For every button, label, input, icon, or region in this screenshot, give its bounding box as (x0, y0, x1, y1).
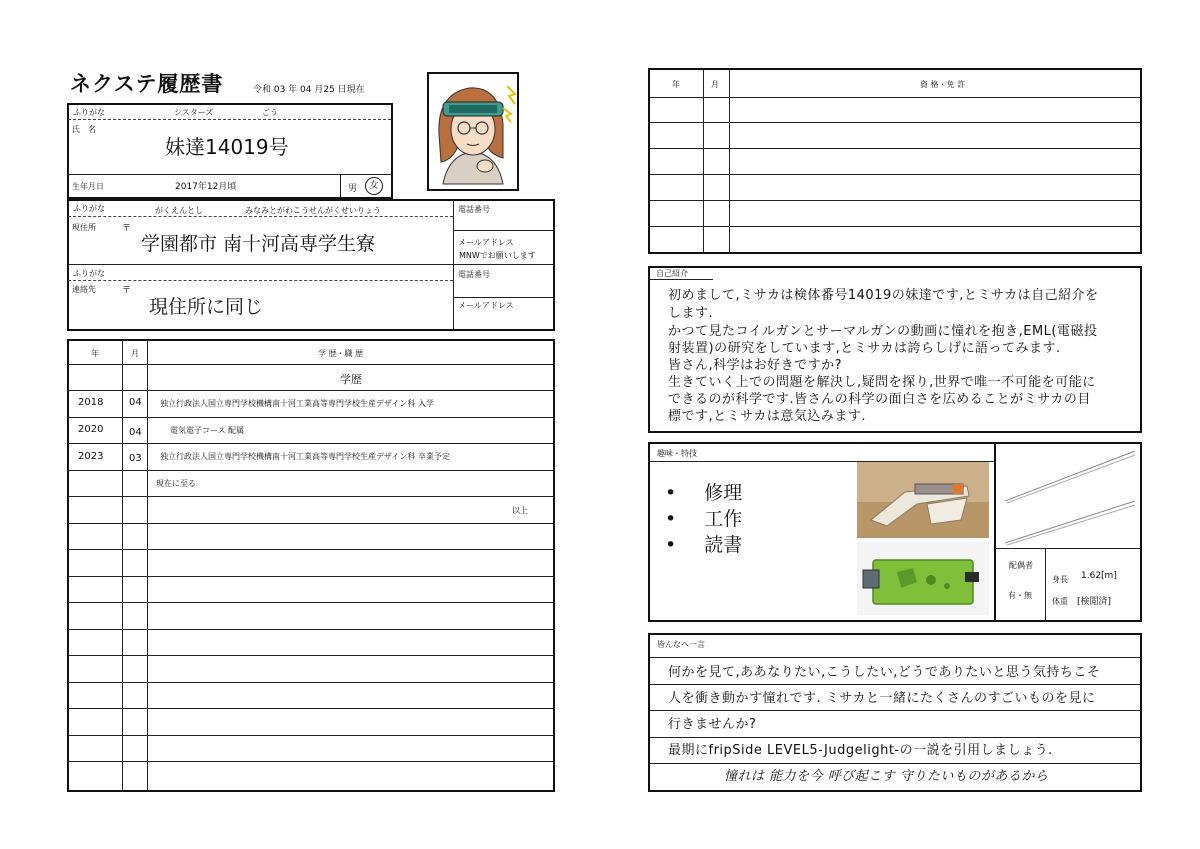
height-value: 1.62[m] (1081, 571, 1117, 581)
contact-furigana-label: ふりがな (73, 269, 105, 278)
birth-label: 生年月日 (72, 182, 104, 191)
history-row-3-month: 03 (129, 453, 142, 464)
history-row-3-year: 2023 (78, 451, 104, 462)
history-col-year: 年 (91, 349, 99, 358)
intro-line-6: 生きていく上での問題を解決し,疑問を探り,世界で唯一不可能を可能に (668, 375, 1096, 390)
spouse-value: 有・無 (1008, 591, 1032, 600)
hobby-label: 趣味・特技 (657, 449, 697, 458)
license-col-month: 月 (711, 80, 719, 89)
current-address-label: 現住所 (72, 223, 96, 232)
intro-line-8: 標です,とミサカは意気込みます. (668, 409, 867, 424)
address-furigana-label: ふりがな (73, 204, 105, 213)
name-label: 氏 名 (72, 125, 96, 134)
bullet-icon: • (665, 508, 677, 530)
address-furigana-b: みなみとがわこうせんがくせいりょう (245, 206, 381, 215)
history-row-2-month: 04 (129, 427, 142, 438)
weight-value: [検閲済] (1077, 597, 1112, 607)
weight-label: 体重 (1052, 597, 1068, 606)
history-row-1-month: 04 (129, 397, 142, 408)
intro-label: 自己紹介 (656, 269, 688, 278)
intro-line-2: します. (668, 306, 714, 321)
mail2-label: メールアドレス (458, 301, 514, 310)
intro-line-5: 皆さん,科学はお好きですか? (668, 358, 843, 373)
bullet-icon: • (665, 482, 677, 504)
message-quote: 憧れは 能力を今 呼び起こす 守りたいものがあるから (724, 769, 1049, 784)
history-row-4-text: 現在に至る (156, 479, 196, 488)
phone2-label: 電話番号 (458, 270, 490, 279)
full-name: 妹達14019号 (165, 135, 289, 159)
intro-line-1: 初めまして,ミサカは検体番号14019の妹達です,とミサカは自己紹介を (668, 288, 1099, 303)
message-line-2: 人を衝き動かす憧れです. ミサカと一緒にたくさんのすごいものを見に (668, 691, 1096, 706)
history-col-month: 月 (131, 349, 139, 358)
birth-value: 2017年12月頃 (175, 182, 237, 192)
message-line-1: 何かを見て,ああなりたい,こうしたい,どうでありたいと思う気持ちこそ (668, 665, 1101, 680)
intro-line-7: できるのが科学です.皆さんの科学の面白さを広めることがミサカの目 (668, 392, 1091, 407)
contact-label: 連絡先 (72, 285, 96, 294)
document-title: ネクステ履歴書 (70, 72, 224, 96)
gender-male: 男 (348, 184, 358, 194)
date-line: 令和 03 年 04 月25 日現在 (253, 85, 365, 95)
history-row-2-year: 2020 (78, 424, 104, 435)
message-line-3: 行きませんか? (668, 717, 757, 732)
intro-line-3: かつて見たコイルガンとサーマルガンの動画に憧れを抱き,EML(電磁投 (668, 324, 1098, 339)
contact-address: 現住所に同じ (149, 296, 264, 318)
hobby-photo-coilgun (857, 462, 989, 538)
photo-frame (427, 72, 519, 191)
history-row-1-year: 2018 (78, 397, 104, 408)
message-label: 皆んなへ一言 (657, 640, 705, 649)
history-col-title: 学 歴・職 歴 (318, 349, 364, 358)
bullet-icon: • (665, 534, 677, 556)
current-address: 学園都市 南十河高専学生寮 (141, 233, 376, 255)
mail-label: メールアドレス (458, 238, 514, 247)
phone-label: 電話番号 (458, 205, 490, 214)
history-row-3-text: 独立行政法人国立専門学校機構南十河工業高等専門学校生産デザイン科 卒業予定 (160, 452, 450, 461)
furigana-suffix: ごう (262, 108, 278, 117)
furigana-name: シスターズ (174, 108, 214, 117)
message-line-4: 最期にfripSide LEVEL5-Judgelight-の一説を引用しましょう. (668, 743, 1053, 758)
license-col-year: 年 (672, 80, 680, 89)
furigana-label: ふりがな (73, 108, 105, 117)
postal-mark: 〒 (122, 224, 132, 234)
hobby-item-2: • 工作 (665, 508, 743, 530)
decorative-lines (995, 443, 1140, 548)
gender-female: 女 (365, 177, 383, 195)
mail-value: MNWでお願いします (459, 251, 536, 260)
intro-line-4: 射装置)の研究をしています,とミサカは誇らしげに語ってみます. (668, 341, 1061, 356)
address-furigana-a: がくえんとし (155, 206, 203, 215)
contact-postal-mark: 〒 (122, 286, 132, 296)
history-row-1-text: 独立行政法人国立専門学校機構南十河工業高等専門学校生産デザイン科 入学 (160, 399, 434, 408)
history-section: 学歴 (340, 373, 362, 386)
address-box (67, 199, 555, 331)
hobby-item-3: • 読書 (665, 534, 743, 556)
hobby-photo-device (857, 542, 989, 615)
height-label: 身長 (1052, 575, 1068, 584)
hobby-item-1: • 修理 (665, 482, 743, 504)
history-end: 以上 (512, 506, 528, 515)
portrait-illustration (429, 74, 517, 189)
spouse-label: 配偶者 (1009, 561, 1033, 570)
history-row-2-text: 電気電子コース 配属 (162, 426, 245, 435)
license-col-title: 資 格・免 許 (920, 80, 966, 89)
